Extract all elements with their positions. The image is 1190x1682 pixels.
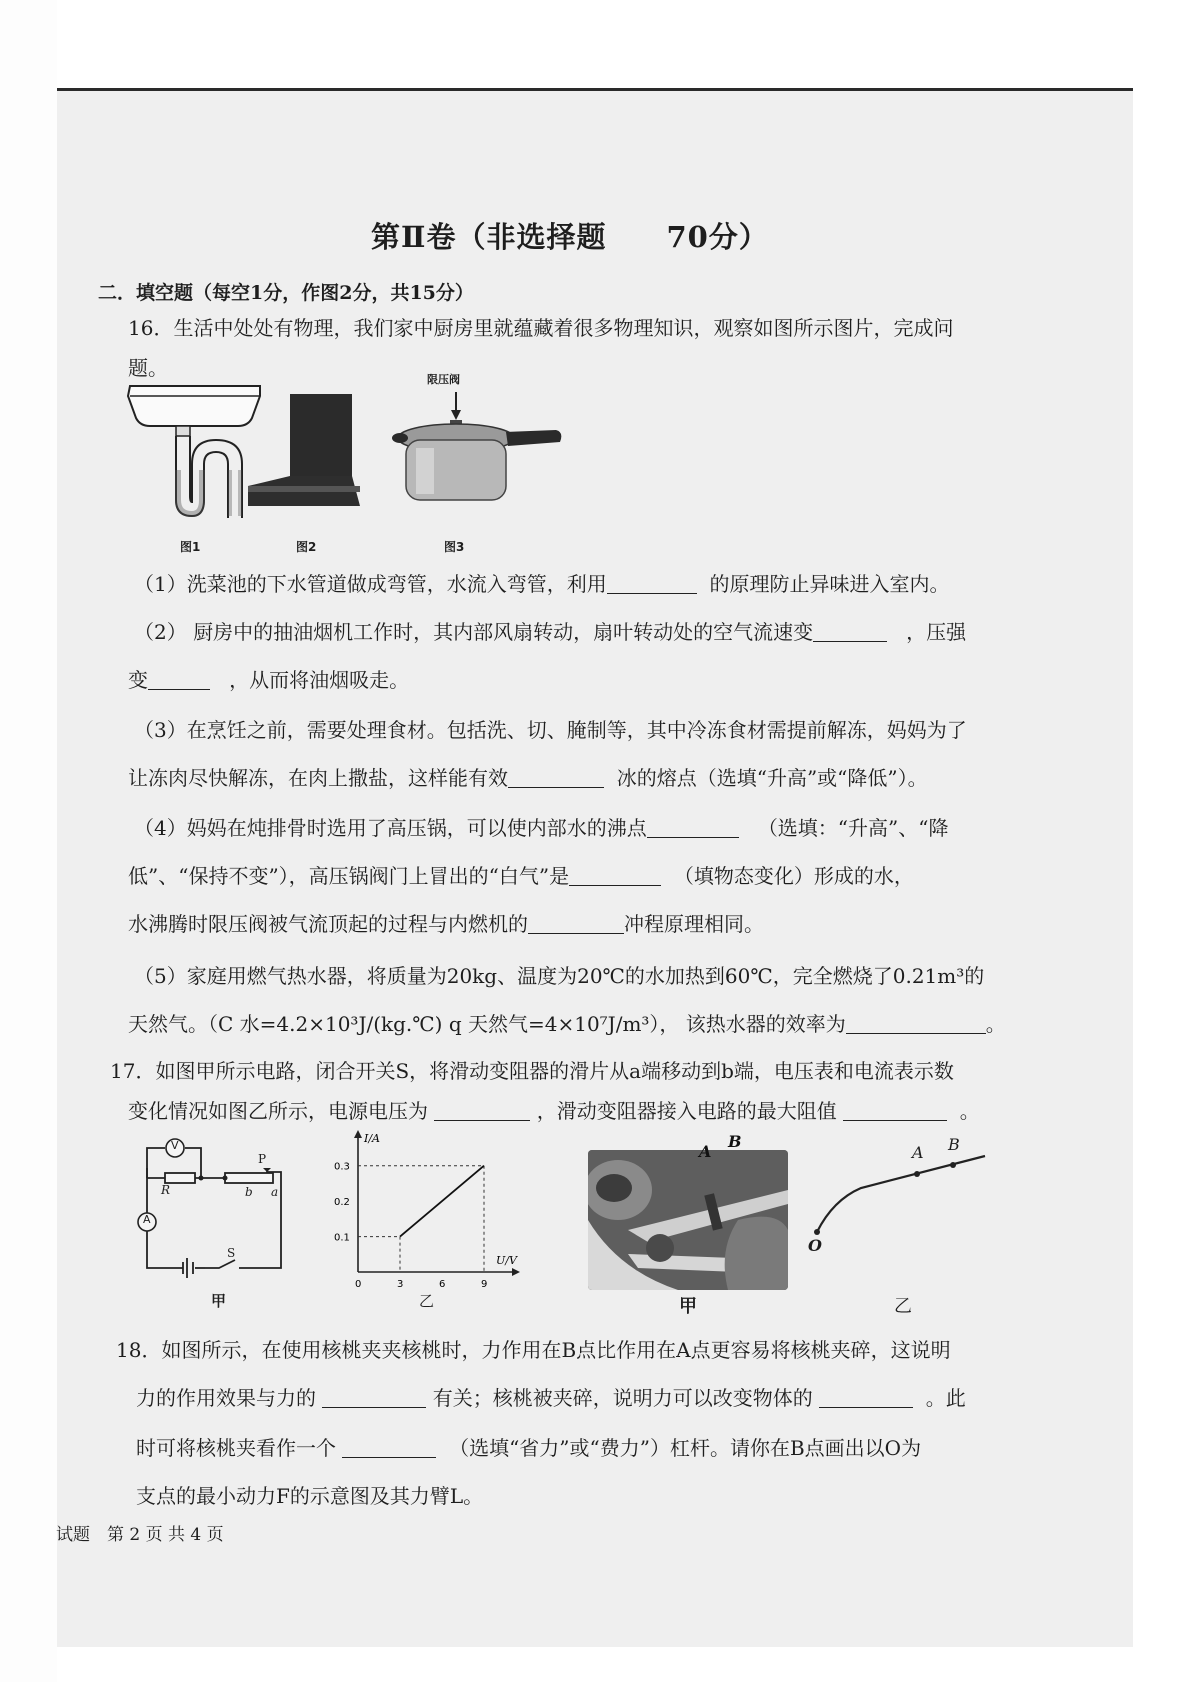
answer-blank[interactable] — [528, 913, 624, 934]
x-tick-label: 9 — [481, 1279, 488, 1290]
y-tick-label: 0.1 — [334, 1232, 350, 1244]
slider-label: P — [258, 1152, 267, 1166]
x-tick-label: 3 — [397, 1279, 404, 1290]
q18-stem-cont3: 支点的最小动力F的示意图及其力臂L。 — [136, 1484, 484, 1508]
photo-caption: 甲 — [679, 1296, 697, 1317]
q16-part5-cont: 天然气。（C 水=4.2×10³J/(kg.℃) q 天然气=4×10⁷J/m³）， 该热水器的效率为 。 — [128, 1012, 1006, 1036]
lever-point-a: A — [912, 1143, 924, 1162]
answer-blank[interactable] — [607, 573, 697, 594]
nutcracker-photo — [588, 1150, 788, 1290]
y-axis-label: I/A — [364, 1132, 380, 1145]
q16-part5: （5）家庭用燃气热水器，将质量为20kg、温度为20℃的水加热到60℃，完全燃烧了0.21m³的 — [134, 964, 985, 988]
q16-part2-cont: 变 ，从而将油烟吸走。 — [128, 668, 410, 692]
answer-blank[interactable] — [813, 621, 887, 642]
page-footer: 试题 第 2 页 共 4 页 — [56, 1525, 224, 1545]
graph-caption: 乙 — [419, 1292, 435, 1310]
switch-label: S — [227, 1246, 236, 1260]
q16-part3-cont: 让冻肉尽快解冻，在肉上撒盐，这样能有效 冰的熔点（选填“升高”或“降低”）。 — [128, 766, 928, 790]
q16-stem: 16．生活中处处有物理，我们家中厨房里就蕴藏着很多物理知识，观察如图所示图片，完成问 — [128, 316, 954, 340]
scan-border-top — [0, 0, 1190, 88]
lever-point-b: B — [948, 1135, 960, 1154]
iu-graph — [330, 1130, 530, 1300]
fig3-caption: 图3 — [444, 540, 465, 554]
fig1-caption: 图1 — [180, 540, 201, 554]
end-b-label: b — [245, 1185, 253, 1199]
q16-part2: （2） 厨房中的抽油烟机工作时，其内部风扇转动，扇叶转动处的空气流速变 ，压强 — [134, 620, 967, 644]
q16-part4: （4）妈妈在炖排骨时选用了高压锅，可以使内部水的沸点 （选填：“升高”、“降 — [134, 816, 949, 840]
q18-stem-cont2: 时可将核桃夹看作一个 （选填“省力”或“费力”）杠杆。请你在B点画出以O为 — [136, 1436, 922, 1460]
x-axis-arrow — [512, 1268, 520, 1276]
lever-caption: 乙 — [894, 1296, 912, 1317]
x-axis-label: U/V — [496, 1254, 517, 1267]
y-tick-label: 0.3 — [334, 1161, 350, 1173]
ammeter-label: A — [143, 1213, 151, 1226]
answer-blank[interactable] — [148, 669, 210, 690]
resistor-label: R — [161, 1183, 171, 1197]
q16-stem-cont: 题。 — [128, 356, 168, 380]
q16-figures — [120, 380, 580, 530]
lever-pivot-o: O — [808, 1236, 822, 1255]
range-hood-figure — [248, 394, 360, 506]
circuit-caption: 甲 — [211, 1292, 227, 1310]
answer-blank[interactable] — [322, 1387, 426, 1408]
iu-series-line — [400, 1166, 484, 1237]
q16-part3: （3）在烹饪之前，需要处理食材。包括洗、切、腌制等，其中冷冻食材需提前解冻，妈妈为了 — [134, 718, 967, 742]
answer-blank[interactable] — [647, 817, 739, 838]
answer-blank[interactable] — [508, 767, 604, 788]
answer-blank[interactable] — [843, 1100, 947, 1121]
q16-part1: （1）洗菜池的下水管道做成弯管，水流入弯管，利用 的原理防止异味进入室内。 — [134, 572, 950, 596]
q16-part4-cont: 低”、“保持不变”），高压锅阀门上冒出的“白气”是 （填物态变化）形成的水， — [128, 864, 914, 888]
voltmeter-label: V — [171, 1139, 179, 1152]
answer-blank[interactable] — [342, 1437, 436, 1458]
photo-point-a: A — [699, 1142, 712, 1161]
q17-stem: 17．如图甲所示电路，闭合开关S，将滑动变阻器的滑片从a端移动到b端，电压表和电流表示数 — [110, 1059, 954, 1083]
answer-blank[interactable] — [569, 865, 661, 886]
answer-blank[interactable] — [434, 1100, 530, 1121]
pressure-cooker-figure — [392, 392, 561, 500]
x-tick-label: 6 — [439, 1279, 446, 1290]
q18-stem: 18．如图所示，在使用核桃夹夹核桃时，力作用在B点比作用在A点更容易将核桃夹碎，这说明 — [116, 1338, 951, 1362]
section-heading: 二．填空题（每空1分，作图2分，共15分） — [98, 282, 474, 304]
answer-blank[interactable] — [846, 1013, 986, 1034]
q17-stem-cont: 变化情况如图乙所示，电源电压为 ，滑动变阻器接入电路的最大阻值 。 — [128, 1099, 980, 1123]
x-tick-label: 0 — [355, 1279, 362, 1290]
photo-point-b: B — [728, 1132, 742, 1151]
fig2-caption: 图2 — [296, 540, 317, 554]
q17-circuit-diagram — [135, 1138, 305, 1298]
lever-diagram — [805, 1150, 995, 1250]
q16-part4-cont2: 水沸腾时限压阀被气流顶起的过程与内燃机的 冲程原理相同。 — [128, 912, 764, 936]
valve-label: 限压阀 — [427, 373, 460, 386]
sink-figure — [128, 386, 260, 518]
end-a-label: a — [271, 1185, 279, 1199]
y-axis-arrow — [354, 1130, 362, 1138]
scan-border-left — [0, 0, 57, 1682]
q18-stem-cont: 力的作用效果与力的 有关；核桃被夹碎，说明力可以改变物体的 。此 — [136, 1386, 966, 1410]
part-title: 第Ⅱ卷（非选择题 70分） — [371, 220, 769, 254]
answer-blank[interactable] — [819, 1387, 913, 1408]
y-tick-label: 0.2 — [334, 1197, 350, 1209]
